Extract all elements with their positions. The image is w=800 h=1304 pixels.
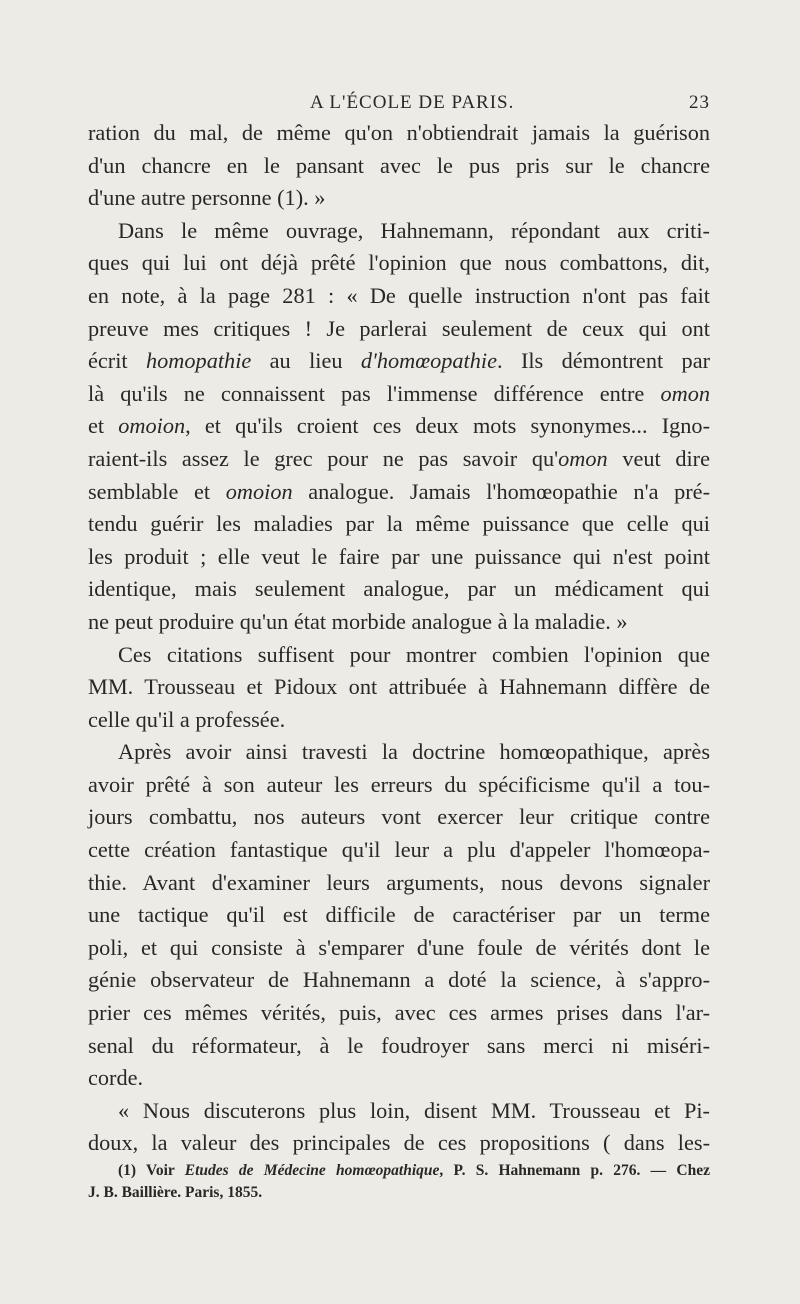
italic-title: Etudes de Médecine homœopathique <box>184 1162 440 1179</box>
text-line: écrit homopathie au lieu d'homœopathie. Ils démontrent par <box>88 348 711 374</box>
text-line: les produit ; elle veut le faire par une puissance qui n'est point <box>88 543 710 569</box>
text-line: génie observateur de Hahnemann a doté la science, à s'appro- <box>88 967 710 993</box>
text-line: poli, et qui consiste à s'emparer d'une foule de vérités dont le <box>88 934 710 960</box>
running-title: A L'ÉCOLE DE PARIS. <box>310 92 515 113</box>
text-line: d'une autre personne (1). » <box>88 185 326 211</box>
text-line: preuve mes critiques ! Je parlerai seulement de ceux qui ont <box>88 315 710 341</box>
text-line: tendu guérir les maladies par la même puissance que celle qui <box>88 511 710 537</box>
running-header <box>88 92 710 118</box>
text-line: corde. <box>88 1065 144 1091</box>
italic-term: omoion <box>118 413 186 439</box>
italic-term: omoion <box>225 478 293 504</box>
text-line: d'un chancre en le pansant avec le pus pris sur le chancre <box>88 152 710 178</box>
page-number: 23 <box>689 92 710 113</box>
text-line: prier ces mêmes vérités, puis, avec ces armes prises dans l'ar- <box>88 1000 710 1026</box>
text-line: identique, mais seulement analogue, par un médicament qui <box>88 576 710 602</box>
text-line: Dans le même ouvrage, Hahnemann, répondant aux criti- <box>118 217 710 243</box>
text-line: là qu'ils ne connaissent pas l'immense différence entre omon <box>88 380 710 406</box>
italic-term: omon <box>558 445 608 471</box>
italic-term: omon <box>660 380 710 406</box>
text-line: cette création fantastique qu'il leur a plu d'appeler l'homœopa- <box>88 837 710 863</box>
text-line: ration du mal, de même qu'on n'obtiendrait jamais la guérison <box>88 120 710 145</box>
body-text <box>88 117 710 1160</box>
text-line: en note, à la page 281 : « De quelle instruction n'ont pas fait <box>88 282 710 308</box>
text-line: et omoion, et qu'ils croient ces deux mots synonymes... Igno- <box>88 413 710 439</box>
text-line: avoir prêté à son auteur les erreurs du spécificisme qu'il a tou- <box>88 771 710 797</box>
text-line: thie. Avant d'examiner leurs arguments, nous devons signaler <box>88 869 710 895</box>
italic-term: homopathie <box>146 348 252 374</box>
text-line: ques qui lui ont déjà prêté l'opinion que nous combattons, dit, <box>88 250 710 276</box>
text-line: senal du réformateur, à le foudroyer sans merci ni miséri- <box>88 1032 710 1058</box>
footnote <box>88 1160 710 1204</box>
text-line: jours combattu, nos auteurs vont exercer leur critique contre <box>88 804 710 830</box>
text-line: ne peut produire qu'un état morbide analogue à la maladie. » <box>88 608 628 634</box>
footnote-line: J. B. Baillière. Paris, 1855. <box>88 1184 263 1201</box>
text-line: « Nous discuterons plus loin, disent MM. Trousseau et Pi- <box>118 1097 710 1123</box>
text-line: Ces citations suffisent pour montrer combien l'opinion que <box>118 641 710 667</box>
text-line: Après avoir ainsi travesti la doctrine homœopathique, après <box>118 739 710 765</box>
text-line: celle qu'il a professée. <box>88 706 286 732</box>
text-line: doux, la valeur des principales de ces propositions ( dans les- <box>88 1130 710 1156</box>
footnote-line: (1) Voir Etudes de Médecine homœopathique, P. S. Hahnemann p. 276. — Chez <box>118 1162 710 1179</box>
italic-term: d'homœopathie <box>360 348 497 374</box>
text-line: raient-ils assez le grec pour ne pas savoir qu'omon veut dire <box>88 445 710 471</box>
text-line: semblable et omoion analogue. Jamais l'homœopathie n'a pré- <box>88 478 711 504</box>
text-line: MM. Trousseau et Pidoux ont attribuée à Hahnemann diffère de <box>88 674 710 700</box>
text-line: une tactique qu'il est difficile de caractériser par un terme <box>88 902 710 928</box>
